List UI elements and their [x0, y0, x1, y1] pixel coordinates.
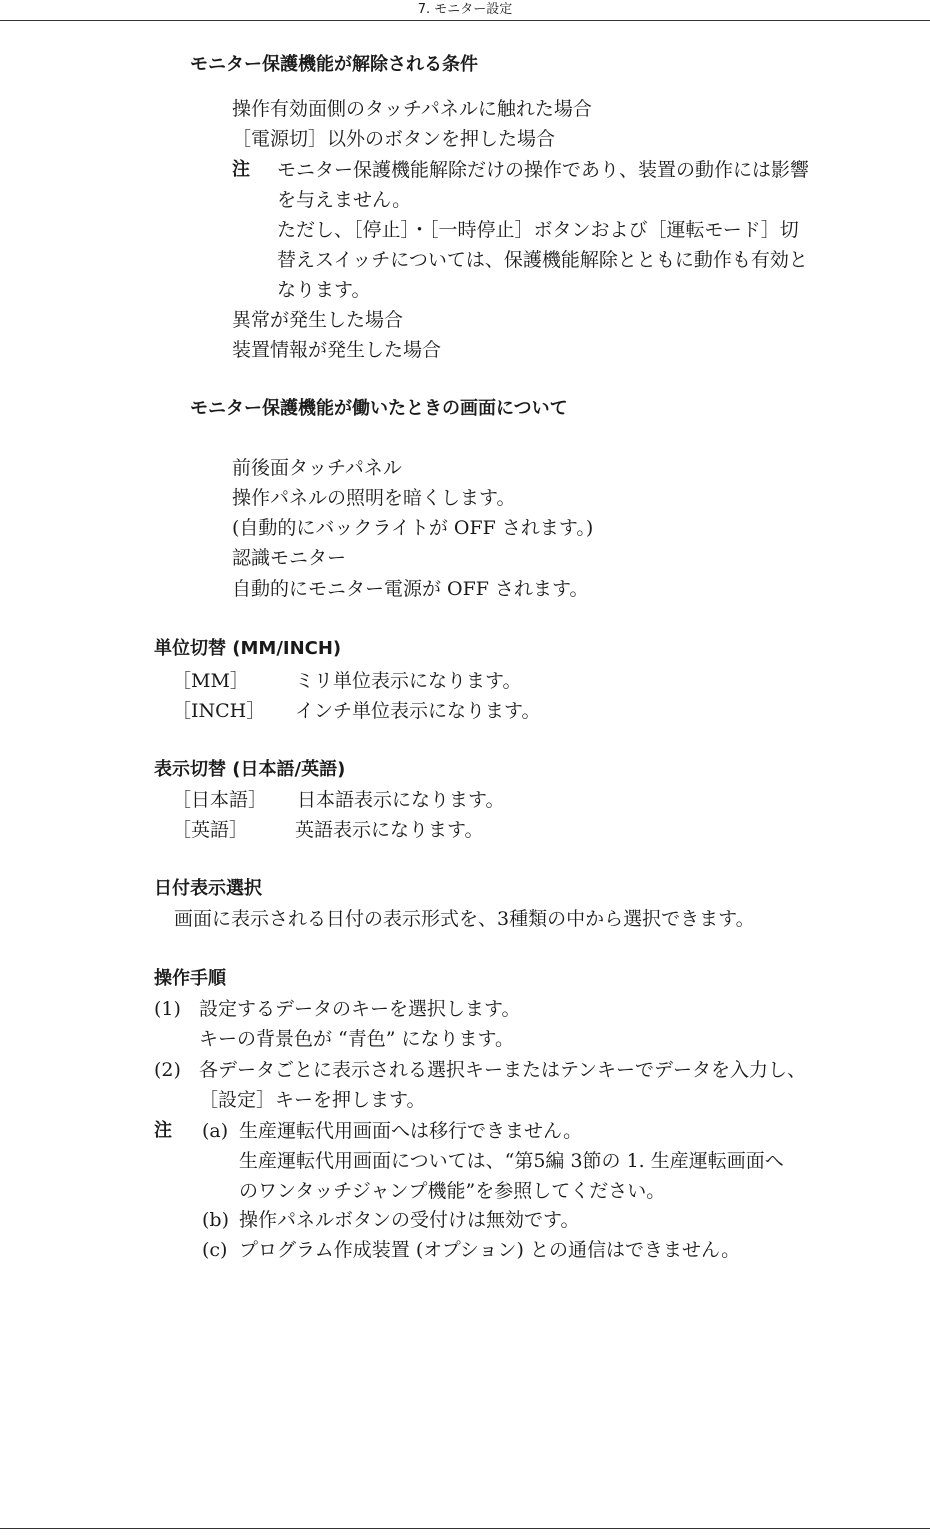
release-item: ［電源切］以外のボタンを押した場合 — [232, 128, 556, 150]
unit-heading: 単位切替 (MM/INCH) — [154, 638, 342, 659]
note-b-label: (b) — [202, 1209, 229, 1231]
lang-key: ［英語］ — [172, 819, 249, 841]
note-c-label: (c) — [202, 1239, 228, 1261]
note-a-line: 生産運転代用画面については、“第5編 3節の 1. 生産運転画面へ — [239, 1150, 784, 1172]
release-heading: モニター保護機能が解除される条件 — [190, 54, 478, 75]
lang-desc: 英語表示になります。 — [295, 819, 484, 841]
unit-desc: ミリ単位表示になります。 — [295, 670, 522, 692]
note-a-line: 生産運転代用画面へは移行できません。 — [239, 1120, 583, 1142]
step-line: 設定するデータのキーを選択します。 — [199, 998, 521, 1020]
release-item: 異常が発生した場合 — [232, 309, 404, 331]
release-item: 操作有効面側のタッチパネルに触れた場合 — [232, 98, 592, 120]
unit-key: ［INCH］ — [172, 700, 266, 722]
step-number: (2) — [154, 1059, 181, 1081]
screen-line: 自動的にモニター電源が OFF されます。 — [232, 578, 589, 600]
page-header-title: 7. モニター設定 — [417, 2, 513, 17]
screen-line: 操作パネルの照明を暗くします。 — [232, 487, 516, 509]
note-a-label: (a) — [202, 1120, 229, 1142]
screen-heading: モニター保護機能が働いたときの画面について — [190, 398, 568, 419]
step-line: キーの背景色が “青色” になります。 — [199, 1028, 514, 1050]
step-number: (1) — [154, 998, 181, 1020]
date-heading: 日付表示選択 — [154, 878, 262, 899]
lang-desc: 日本語表示になります。 — [297, 789, 505, 811]
screen-line: 前後面タッチパネル — [232, 457, 402, 479]
note-line: を与えません。 — [277, 189, 412, 211]
unit-desc: インチ単位表示になります。 — [295, 700, 541, 722]
note-line: なります。 — [277, 279, 371, 301]
page-header — [0, 0, 930, 21]
note-label: 注 — [232, 159, 250, 180]
note-c-text: プログラム作成装置 (オプション) との通信はできません。 — [239, 1239, 741, 1261]
unit-key: ［MM］ — [172, 670, 249, 692]
note-b-text: 操作パネルボタンの受付けは無効です。 — [239, 1209, 580, 1231]
date-text: 画面に表示される日付の表示形式を、3種類の中から選択できます。 — [174, 908, 755, 930]
screen-line: (自動的にバックライトが OFF されます。) — [232, 517, 594, 539]
note-line: モニター保護機能解除だけの操作であり、装置の動作には影響 — [277, 159, 810, 181]
note-line: 替えスイッチについては、保護機能解除とともに動作も有効と — [277, 249, 808, 271]
step-line: ［設定］キーを押します。 — [199, 1089, 426, 1111]
note-line: ただし、［停止］・［一時停止］ボタンおよび［運転モード］切 — [277, 219, 799, 241]
release-item: 装置情報が発生した場合 — [232, 339, 442, 361]
footer-rule — [0, 1528, 930, 1529]
lang-key: ［日本語］ — [172, 789, 268, 811]
lang-heading: 表示切替 (日本語/英語) — [154, 759, 346, 780]
screen-line: 認識モニター — [232, 547, 347, 569]
note-a-line: のワンタッチジャンプ機能”を参照してください。 — [239, 1180, 666, 1202]
step-line: 各データごとに表示される選択キーまたはテンキーでデータを入力し、 — [199, 1059, 807, 1081]
proc-note-label: 注 — [154, 1120, 172, 1141]
proc-heading: 操作手順 — [154, 968, 226, 989]
